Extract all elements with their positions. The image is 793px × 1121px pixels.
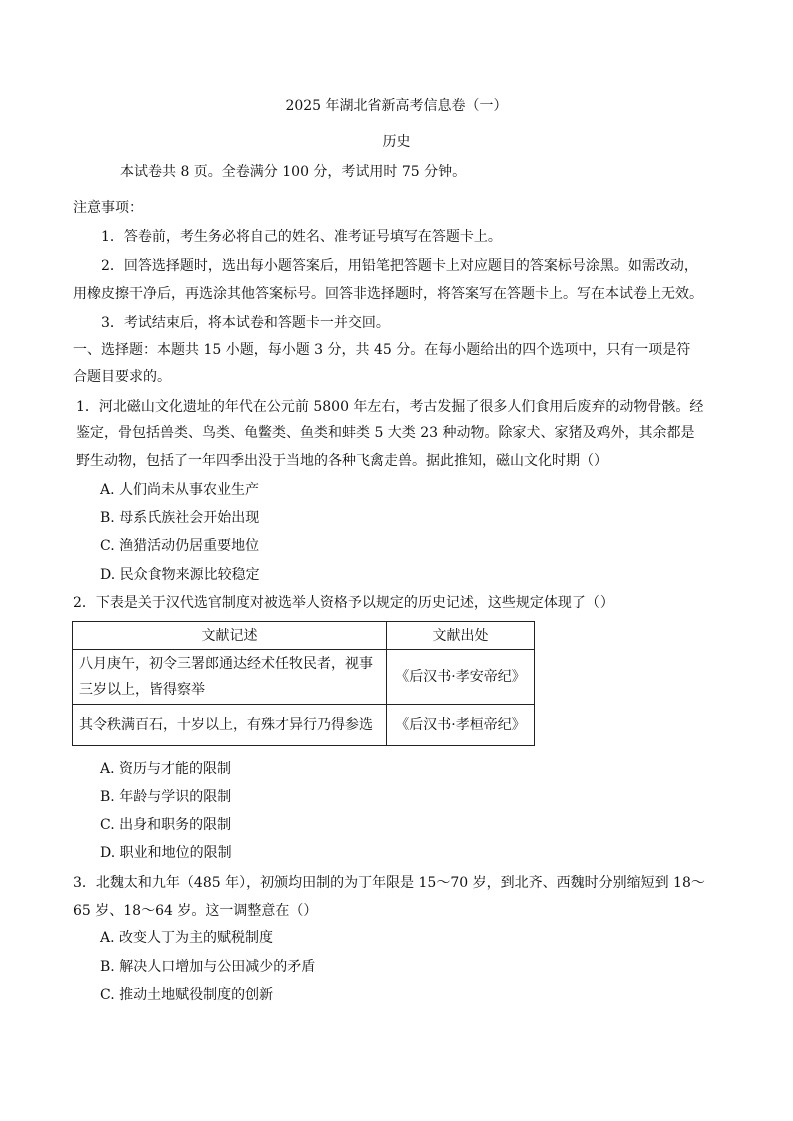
table-cell-record: 其令秩满百石，十岁以上，有殊才异行乃得参选 — [73, 705, 387, 746]
record-line: 三岁以上，皆得察举 — [79, 682, 205, 698]
q1-stem-line-3: 野生动物，包括了一年四季出没于当地的各种飞禽走兽。据此推知，磁山文化时期（） — [76, 453, 608, 469]
table-row — [73, 650, 535, 705]
q1-option-d: D. 民众食物来源比较稳定 — [100, 567, 260, 583]
section-heading-line-2: 合题目要求的。 — [73, 369, 171, 385]
q2-source-table — [72, 621, 535, 746]
q3-option-c: C. 推动土地赋役制度的创新 — [100, 987, 274, 1003]
exam-title: 2025 年湖北省新高考信息卷（一） — [285, 98, 508, 114]
notice-item-2-line-2: 用橡皮擦干净后，再选涂其他答案标号。回答非选择题时，将答案写在答题卡上。写在本试卷上无效。 — [73, 286, 703, 302]
record-line: 八月庚午，初令三署郎通达经术任牧民者，视事 — [79, 656, 373, 672]
q2-option-c: C. 出身和职务的限制 — [100, 817, 232, 833]
table-cell-record — [73, 650, 387, 705]
q1-stem-line-2: 鉴定，骨包括兽类、鸟类、龟鳖类、鱼类和蚌类 5 大类 23 种动物。除家犬、家猪及鸡外，其余都是 — [76, 425, 695, 441]
q3-option-a: A. 改变人丁为主的赋税制度 — [100, 930, 274, 946]
notice-heading: 注意事项： — [73, 200, 143, 216]
section-heading-line-1: 一、选择题：本题共 15 小题，每小题 3 分，共 45 分。在每小题给出的四个选项中，只有一项是符 — [73, 342, 691, 358]
q1-option-c: C. 渔猎活动仍居重要地位 — [100, 538, 260, 554]
q2-stem: 2．下表是关于汉代选官制度对被选举人资格予以规定的历史记述，这些规定体现了（） — [73, 595, 614, 611]
q1-option-b: B. 母系氏族社会开始出现 — [100, 510, 260, 526]
table-row — [73, 705, 535, 746]
q3-stem-line-1: 3．北魏太和九年（485 年），初颁均田制的为丁年限是 15～70 岁，到北齐、西魏时分别缩短到 18～ — [73, 875, 705, 891]
q1-option-a: A. 人们尚未从事农业生产 — [100, 482, 260, 498]
notice-item-3: 3．考试结束后，将本试卷和答题卡一并交回。 — [101, 315, 390, 331]
notice-item-1: 1．答卷前，考生务必将自己的姓名、准考证号填写在答题卡上。 — [101, 229, 502, 245]
table-cell-source: 《后汉书·孝安帝纪》 — [387, 650, 535, 705]
table-cell-source: 《后汉书·孝桓帝纪》 — [387, 705, 535, 746]
q3-option-b: B. 解决人口增加与公田减少的矛盾 — [100, 959, 316, 975]
q1-stem-line-1: 1．河北磁山文化遗址的年代在公元前 5800 年左右，考古发掘了很多人们食用后废弃的动物骨骸。经 — [76, 399, 704, 415]
subject-heading: 历史 — [382, 134, 411, 150]
q2-option-b: B. 年龄与学识的限制 — [100, 789, 232, 805]
q2-option-d: D. 职业和地位的限制 — [100, 845, 232, 861]
table-header-record: 文献记述 — [73, 622, 387, 650]
exam-intro: 本试卷共 8 页。全卷满分 100 分，考试用时 75 分钟。 — [120, 164, 467, 180]
notice-item-2-line-1: 2．回答选择题时，选出每小题答案后，用铅笔把答题卡上对应题目的答案标号涂黑。如需改动， — [101, 258, 698, 274]
table-header-source: 文献出处 — [387, 622, 535, 650]
q3-stem-line-2: 65 岁、18～64 岁。这一调整意在（） — [73, 903, 318, 919]
q2-option-a: A. 资历与才能的限制 — [100, 761, 232, 777]
table-header-row — [73, 622, 535, 650]
